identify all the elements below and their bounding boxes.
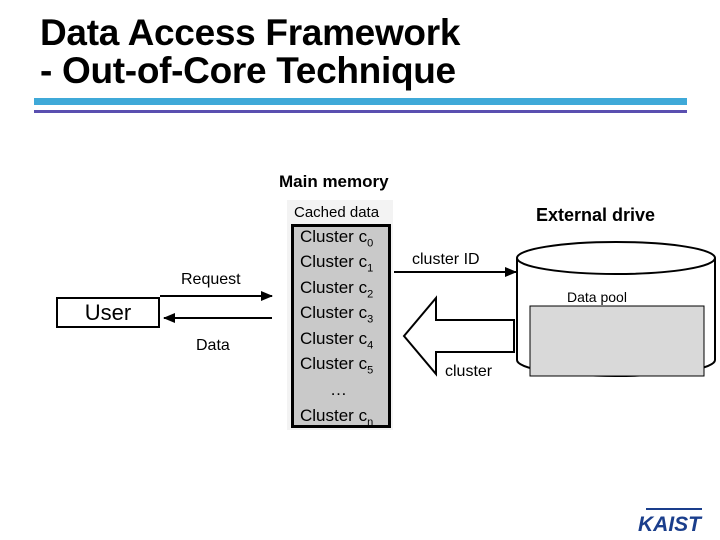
cluster-label: cluster (445, 363, 493, 380)
external-drive-cylinder (517, 242, 715, 376)
cluster-item: Cluster $c_3$ (300, 303, 374, 326)
cluster-item: Cluster $c_5$ (300, 354, 374, 377)
external-drive-label: External drive (536, 205, 656, 225)
cluster-item: Cluster $c_1$ (300, 252, 374, 275)
cluster-item: Cluster $c_0$ (300, 227, 374, 250)
cluster-item: Cluster $c_2$ (300, 278, 374, 301)
user-box: User (56, 297, 160, 328)
data-pool-label: Data pool (567, 289, 627, 305)
main-memory-label: Main memory (279, 172, 389, 191)
svg-text:KAIST: KAIST (638, 513, 701, 535)
kaist-logo (636, 505, 704, 535)
title-line-1: Data Access Framework (40, 12, 461, 53)
cluster-id-label: cluster ID (412, 251, 480, 268)
request-label: Request (181, 271, 241, 288)
cached-data-label: Cached data (294, 204, 380, 221)
title-line-2: - Out-of-Core Technique (40, 50, 456, 91)
cluster-fetch-arrow (404, 298, 514, 374)
cluster-item-last: Cluster $c_n$ (300, 406, 374, 429)
data-pool-box (530, 306, 704, 376)
data-label: Data (196, 337, 230, 354)
cluster-item: Cluster $c_4$ (300, 329, 374, 352)
cluster-ellipsis: … (330, 380, 347, 399)
